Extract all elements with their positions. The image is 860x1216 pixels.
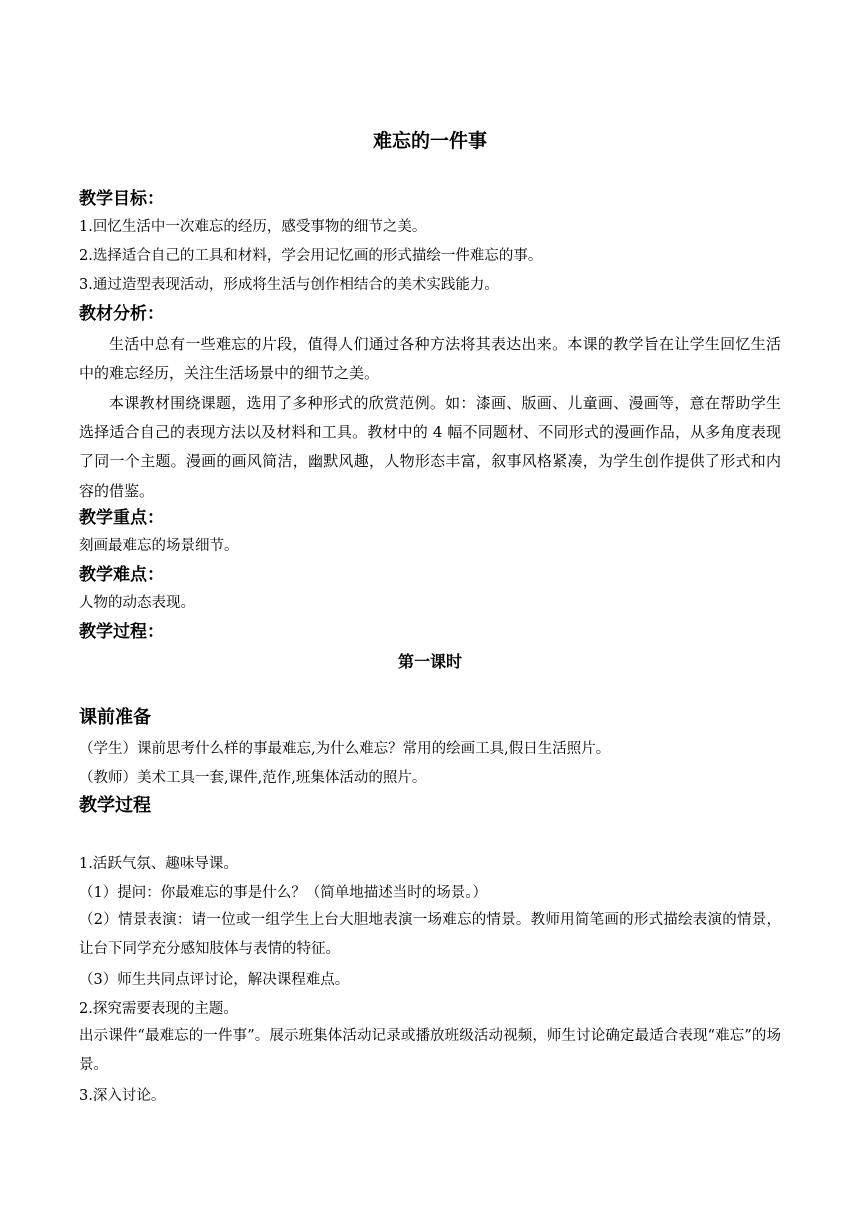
procedure-step-1-3: （3）师生共同点评讨论，解决课程难点。 (79, 972, 350, 988)
analysis-heading: 教材分析： (79, 304, 164, 324)
preparation-item-1: （学生）课前思考什么样的事最难忘,为什么难忘？常用的绘画工具,假日生活照片。 (79, 741, 611, 757)
procedure-step-1: 1.活跃气氛、趣味导课。 (79, 856, 238, 872)
preparation-heading: 课前准备 (79, 707, 151, 728)
process-heading: 教学过程： (79, 622, 164, 642)
objectives-heading: 教学目标： (79, 189, 164, 209)
procedure-step-1-2: （2）情景表演：请一位或一组学生上台大胆地表演一场难忘的情景。教师用简笔画的形式描绘表演的情景，让台下同学充分感知肢体与表情的特征。 (79, 912, 781, 958)
procedure-heading: 教学过程 (79, 795, 151, 816)
analysis-paragraph-1: 生活中总有一些难忘的片段，值得人们通过各种方法将其表达出来。本课的教学旨在让学生回忆生活中的难忘经历，关注生活场景中的细节之美。 (79, 335, 781, 383)
difficulty-heading: 教学难点： (79, 565, 164, 585)
objective-item-3: 3.通过造型表现活动，形成将生活与创作相结合的美术实践能力。 (79, 277, 499, 293)
lesson-title: 第一课时 (397, 652, 462, 671)
objective-item-1: 1.回忆生活中一次难忘的经历，感受事物的细节之美。 (79, 219, 427, 235)
document-title: 难忘的一件事 (372, 130, 487, 152)
difficulty-text: 人物的动态表现。 (79, 595, 195, 611)
analysis-paragraph-2: 本课教材围绕课题，选用了多种形式的欣赏范例。如：漆画、版画、儿童画、漫画等，意在帮助学生选择适合自己的表现方法以及材料和工具。教材中的 4 幅不同题材、不同形式的漫画作品，从多角度表现了同一个主题。漫画的画风简洁，幽默风趣，人物形态丰富，叙事风格紧凑，为学生创作提供了形式和内容的借鉴。 (79, 394, 781, 500)
procedure-step-2-text: 出示课件“最难忘的一件事”。展示班集体活动记录或播放班级活动视频，师生讨论确定最适合表现“难忘”的场景。 (79, 1028, 781, 1074)
preparation-item-2: （教师）美术工具一套,课件,范作,班集体活动的照片。 (79, 770, 427, 786)
procedure-step-2: 2.探究需要表现的主题。 (79, 1001, 238, 1017)
key-point-heading: 教学重点： (79, 508, 164, 528)
objective-item-2: 2.选择适合自己的工具和材料，学会用记忆画的形式描绘一件难忘的事。 (79, 248, 543, 264)
key-point-text: 刻画最难忘的场景细节。 (79, 538, 239, 554)
procedure-step-3: 3.深入讨论。 (79, 1088, 166, 1104)
procedure-step-1-1: （1）提问：你最难忘的事是什么？（简单地描述当时的场景。） (79, 885, 487, 901)
